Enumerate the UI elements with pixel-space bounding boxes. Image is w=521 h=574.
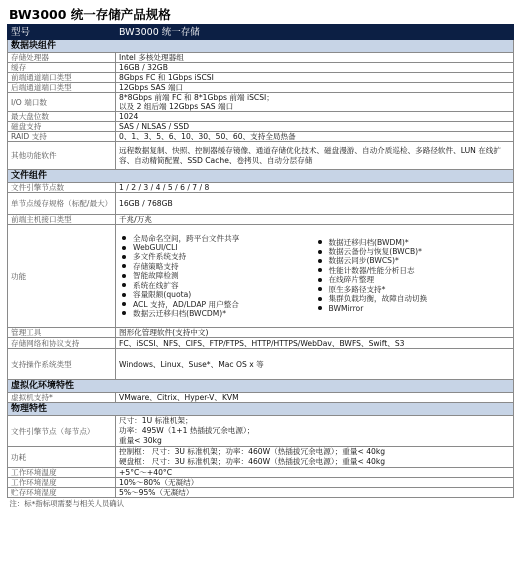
row-label: 其他功能软件 [8, 142, 116, 170]
table-row [8, 83, 514, 93]
footnote-row [8, 498, 514, 510]
row-value-line: 以及 2 组后端 12Gbps SAS 端口 [119, 102, 234, 111]
table-row [8, 328, 514, 338]
row-value: 16GB / 32GB [116, 63, 514, 73]
table-row [8, 193, 514, 215]
table-row [8, 122, 514, 132]
functions-right-column [315, 234, 511, 319]
table-row [8, 488, 514, 498]
table-header-row [8, 25, 514, 40]
table-row [8, 53, 514, 63]
row-label: RAID 支持 [8, 132, 116, 142]
row-label: 工作环境温度 [8, 468, 116, 478]
row-value [116, 416, 514, 447]
row-value: 8Gbps FC 和 1Gbps iSCSI [116, 73, 514, 83]
row-value: 图形化管理软件(支持中文) [116, 328, 514, 338]
row-label: 支持操作系统类型 [8, 349, 116, 380]
table-row [8, 478, 514, 488]
document-title: BW3000 统一存储产品规格 [9, 7, 171, 22]
function-item: 原生多路径支持* [315, 285, 511, 294]
row-label: 前端通道端口类型 [8, 73, 116, 83]
row-label: 工作环境湿度 [8, 478, 116, 488]
row-label: 单节点缓存规格（标配/最大） [8, 193, 116, 215]
function-item: 多文件系统支持 [119, 252, 315, 261]
function-item: WebGUI/CLI [119, 243, 315, 252]
row-label: 磁盘支持 [8, 122, 116, 132]
row-value: 12Gbps SAS 端口 [116, 83, 514, 93]
row-value [116, 447, 514, 468]
row-label: 存储网络和协议支持 [8, 338, 116, 349]
row-value: 1 / 2 / 3 / 4 / 5 / 6 / 7 / 8 [116, 183, 514, 193]
row-label: 功能 [8, 225, 116, 328]
table-row [8, 73, 514, 83]
table-row [8, 63, 514, 73]
function-item: 在线碎片整理 [315, 275, 511, 284]
row-label: 缓存 [8, 63, 116, 73]
function-item: 数据云同步(BWCS)* [315, 256, 511, 265]
table-row [8, 142, 514, 170]
row-value: FC、iSCSI、NFS、CIFS、FTP/FTPS、HTTP/HTTPS/WebDav、BWFS、Swift、S3 [116, 338, 514, 349]
table-row [8, 132, 514, 142]
table-row [8, 393, 514, 403]
spec-document [7, 6, 514, 509]
header-model-value: BW3000 统一存储 [116, 25, 514, 40]
row-value: Intel 多核处理器组 [116, 53, 514, 63]
table-row [8, 468, 514, 478]
table-row [8, 349, 514, 380]
function-item: 系统在线扩容 [119, 281, 315, 290]
row-label: 存储处理器 [8, 53, 116, 63]
function-item: 智能故障检测 [119, 271, 315, 280]
function-item: 容量限额(quota) [119, 290, 315, 299]
row-value: 千兆/万兆 [116, 215, 514, 225]
row-label: I/O 端口数 [8, 93, 116, 112]
row-value: 远程数据复制、快照、控制器缓存镜像、通道存储优化技术、磁盘漫游、自动介质巡检、多路径软件、LUN 在线扩容、自动精简配置、SSD Cache、卷拷贝、自动分层存储 [116, 142, 514, 170]
function-item: BWMirror [315, 304, 511, 313]
footnote: 注：标*指标项需要与相关人员确认 [9, 499, 125, 508]
row-value: +5°C～+40°C [116, 468, 514, 478]
row-value-line: 硬盘框： 尺寸：3U 标准机架；功率：460W（热插拔冗余电源）；重量< 40kg [119, 457, 386, 466]
row-value: 10%～80%（无凝结） [116, 478, 514, 488]
row-value-line: 尺寸：1U 标准机架； [119, 416, 193, 425]
row-label: 后端通道端口类型 [8, 83, 116, 93]
row-value: 0、1、3、5、6、10、30、50、60、支持全局热备 [116, 132, 514, 142]
header-model-label: 型号 [8, 25, 116, 40]
row-value-line: 功率：495W（1+1 热插拔冗余电源）； [119, 426, 255, 435]
row-label: 管理工具 [8, 328, 116, 338]
row-label: 文件引擎节点数 [8, 183, 116, 193]
row-value: 5%～95%（无凝结） [116, 488, 514, 498]
section-header-virtualization: 虚拟化环境特性 [8, 380, 514, 393]
table-row [8, 112, 514, 122]
row-label: 功耗 [8, 447, 116, 468]
row-value: VMware、Citrix、Hyper-V、KVM [116, 393, 514, 403]
row-label: 贮存环境湿度 [8, 488, 116, 498]
table-row [8, 338, 514, 349]
row-value: Windows、Linux、Suse*、Mac OS x 等 [116, 349, 514, 380]
row-value-line: 重量< 30kg [119, 436, 162, 445]
row-value: 1024 [116, 112, 514, 122]
function-item: 数据云迁移归档(BWCDM)* [119, 309, 315, 318]
table-row [8, 447, 514, 468]
functions-list [116, 225, 514, 328]
function-item: 全局命名空间，跨平台文件共享 [119, 234, 315, 243]
table-row [8, 416, 514, 447]
row-label: 前端主机接口类型 [8, 215, 116, 225]
section-header-hardware: 数据块组件 [8, 40, 514, 53]
row-value-line: 8*8Gbps 前端 FC 和 8*1Gbps 前端 iSCSI； [119, 93, 274, 102]
function-item: 数据云备份与恢复(BWCB)* [315, 247, 511, 256]
table-row [8, 215, 514, 225]
row-label: 文件引擎节点（每节点） [8, 416, 116, 447]
row-value: SAS / NLSAS / SSD [116, 122, 514, 132]
table-row [8, 93, 514, 112]
row-label: 最大盘位数 [8, 112, 116, 122]
function-item: 存储策略支持 [119, 262, 315, 271]
function-item: 性能计数器/性能分析日志 [315, 266, 511, 275]
row-value: 16GB / 768GB [116, 193, 514, 215]
section-header-file: 文件组件 [8, 170, 514, 183]
table-row [8, 183, 514, 193]
function-item: ACL 支持，AD/LDAP 用户整合 [119, 300, 315, 309]
row-value [116, 93, 514, 112]
table-row-functions [8, 225, 514, 328]
row-label: 虚拟机支持* [8, 393, 116, 403]
section-header-physical: 物理特性 [8, 403, 514, 416]
functions-left-column [119, 234, 315, 319]
row-value-line: 控制框： 尺寸：3U 标准机架；功率：460W（热插拔冗余电源）；重量< 40kg [119, 447, 386, 456]
spec-table [7, 24, 514, 509]
function-item: 集群负载均衡，故障自动切换 [315, 294, 511, 303]
function-item: 数据迁移归档(BWDM)* [315, 238, 511, 247]
